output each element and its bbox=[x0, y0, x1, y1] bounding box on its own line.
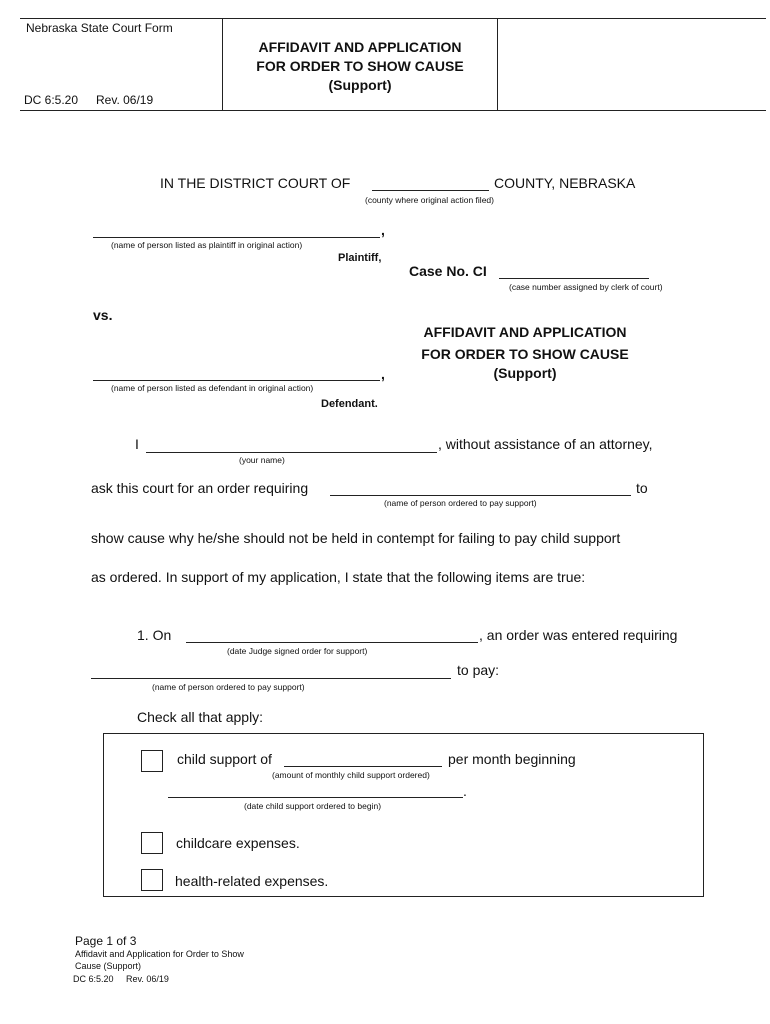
health-checkbox[interactable] bbox=[141, 869, 163, 891]
header-title bbox=[222, 38, 498, 95]
header-title-line3: (Support) bbox=[328, 77, 392, 93]
form-source: Nebraska State Court Form bbox=[26, 21, 173, 35]
county-blank[interactable] bbox=[372, 190, 489, 191]
case-number-hint: (case number assigned by clerk of court) bbox=[509, 282, 663, 292]
header-title-line2: FOR ORDER TO SHOW CAUSE bbox=[256, 58, 464, 74]
child-support-begin-hint: (date child support ordered to begin) bbox=[244, 801, 382, 811]
line1-suffix: , without assistance of an attorney, bbox=[438, 436, 653, 452]
doc-title-line3: (Support) bbox=[493, 365, 557, 381]
plaintiff-blank[interactable] bbox=[93, 237, 380, 238]
person-ordered-hint: (name of person ordered to pay support) bbox=[384, 498, 537, 508]
footer-title-line1: Affidavit and Application for Order to Show bbox=[75, 949, 244, 959]
vs-label: vs. bbox=[93, 307, 113, 323]
defendant-label: Defendant. bbox=[321, 398, 378, 410]
county-hint: (county where original action filed) bbox=[365, 195, 494, 205]
line1-prefix: I bbox=[135, 436, 139, 452]
doc-title-line1: AFFIDAVIT AND APPLICATION bbox=[423, 324, 627, 340]
payer-hint: (name of person ordered to pay support) bbox=[152, 682, 305, 692]
child-support-period: . bbox=[463, 783, 467, 799]
form-code: DC 6:5.20 bbox=[24, 93, 79, 107]
child-support-begin-blank[interactable] bbox=[168, 797, 463, 798]
defendant-comma: , bbox=[381, 366, 385, 382]
footer-title-line2: Cause (Support) bbox=[75, 961, 142, 971]
to-pay-label: to pay: bbox=[457, 662, 500, 678]
footer-page: Page 1 of 3 bbox=[75, 934, 137, 948]
person-ordered-blank[interactable] bbox=[330, 495, 631, 496]
child-support-amount-blank[interactable] bbox=[284, 766, 442, 767]
defendant-blank[interactable] bbox=[93, 380, 380, 381]
child-support-amount-hint: (amount of monthly child support ordered) bbox=[272, 770, 430, 780]
doc-title bbox=[400, 321, 650, 383]
header-top-rule bbox=[20, 18, 766, 19]
footer-code: DC 6:5.20 Rev. 06/19 bbox=[73, 974, 169, 984]
case-number-label: Case No. CI bbox=[409, 263, 487, 279]
item1-prefix: 1. On bbox=[137, 627, 172, 643]
court-prefix: IN THE DISTRICT COURT OF bbox=[160, 175, 351, 191]
header-bottom-rule bbox=[20, 110, 766, 111]
court-suffix: COUNTY, NEBRASKA bbox=[494, 175, 636, 191]
plaintiff-hint: (name of person listed as plaintiff in original action) bbox=[111, 240, 303, 250]
child-support-suffix: per month beginning bbox=[448, 751, 576, 767]
check-all-label: Check all that apply: bbox=[137, 709, 264, 725]
plaintiff-comma: , bbox=[381, 222, 385, 238]
payer-blank[interactable] bbox=[91, 678, 451, 679]
child-support-checkbox[interactable] bbox=[141, 750, 163, 772]
line2-suffix: to bbox=[636, 480, 648, 496]
health-label: health-related expenses. bbox=[175, 873, 329, 889]
line2-prefix: ask this court for an order requiring bbox=[91, 480, 309, 496]
plaintiff-label: Plaintiff, bbox=[338, 252, 382, 264]
doc-title-line2: FOR ORDER TO SHOW CAUSE bbox=[421, 346, 629, 362]
line3-text: show cause why he/she should not be held in contempt for failing to pay child support bbox=[91, 530, 621, 546]
defendant-hint: (name of person listed as defendant in original action) bbox=[111, 383, 314, 393]
order-date-hint: (date Judge signed order for support) bbox=[227, 646, 368, 656]
form-revision: Rev. 06/19 bbox=[96, 93, 154, 107]
childcare-checkbox[interactable] bbox=[141, 832, 163, 854]
order-date-blank[interactable] bbox=[186, 642, 478, 643]
header-title-line1: AFFIDAVIT AND APPLICATION bbox=[258, 39, 462, 55]
line4-text: as ordered. In support of my application, I state that the following items are true: bbox=[91, 569, 586, 585]
child-support-prefix: child support of bbox=[177, 751, 272, 767]
case-number-blank[interactable] bbox=[499, 278, 649, 279]
childcare-label: childcare expenses. bbox=[176, 835, 300, 851]
your-name-blank[interactable] bbox=[146, 452, 437, 453]
your-name-hint: (your name) bbox=[239, 455, 285, 465]
item1-suffix: , an order was entered requiring bbox=[479, 627, 678, 643]
